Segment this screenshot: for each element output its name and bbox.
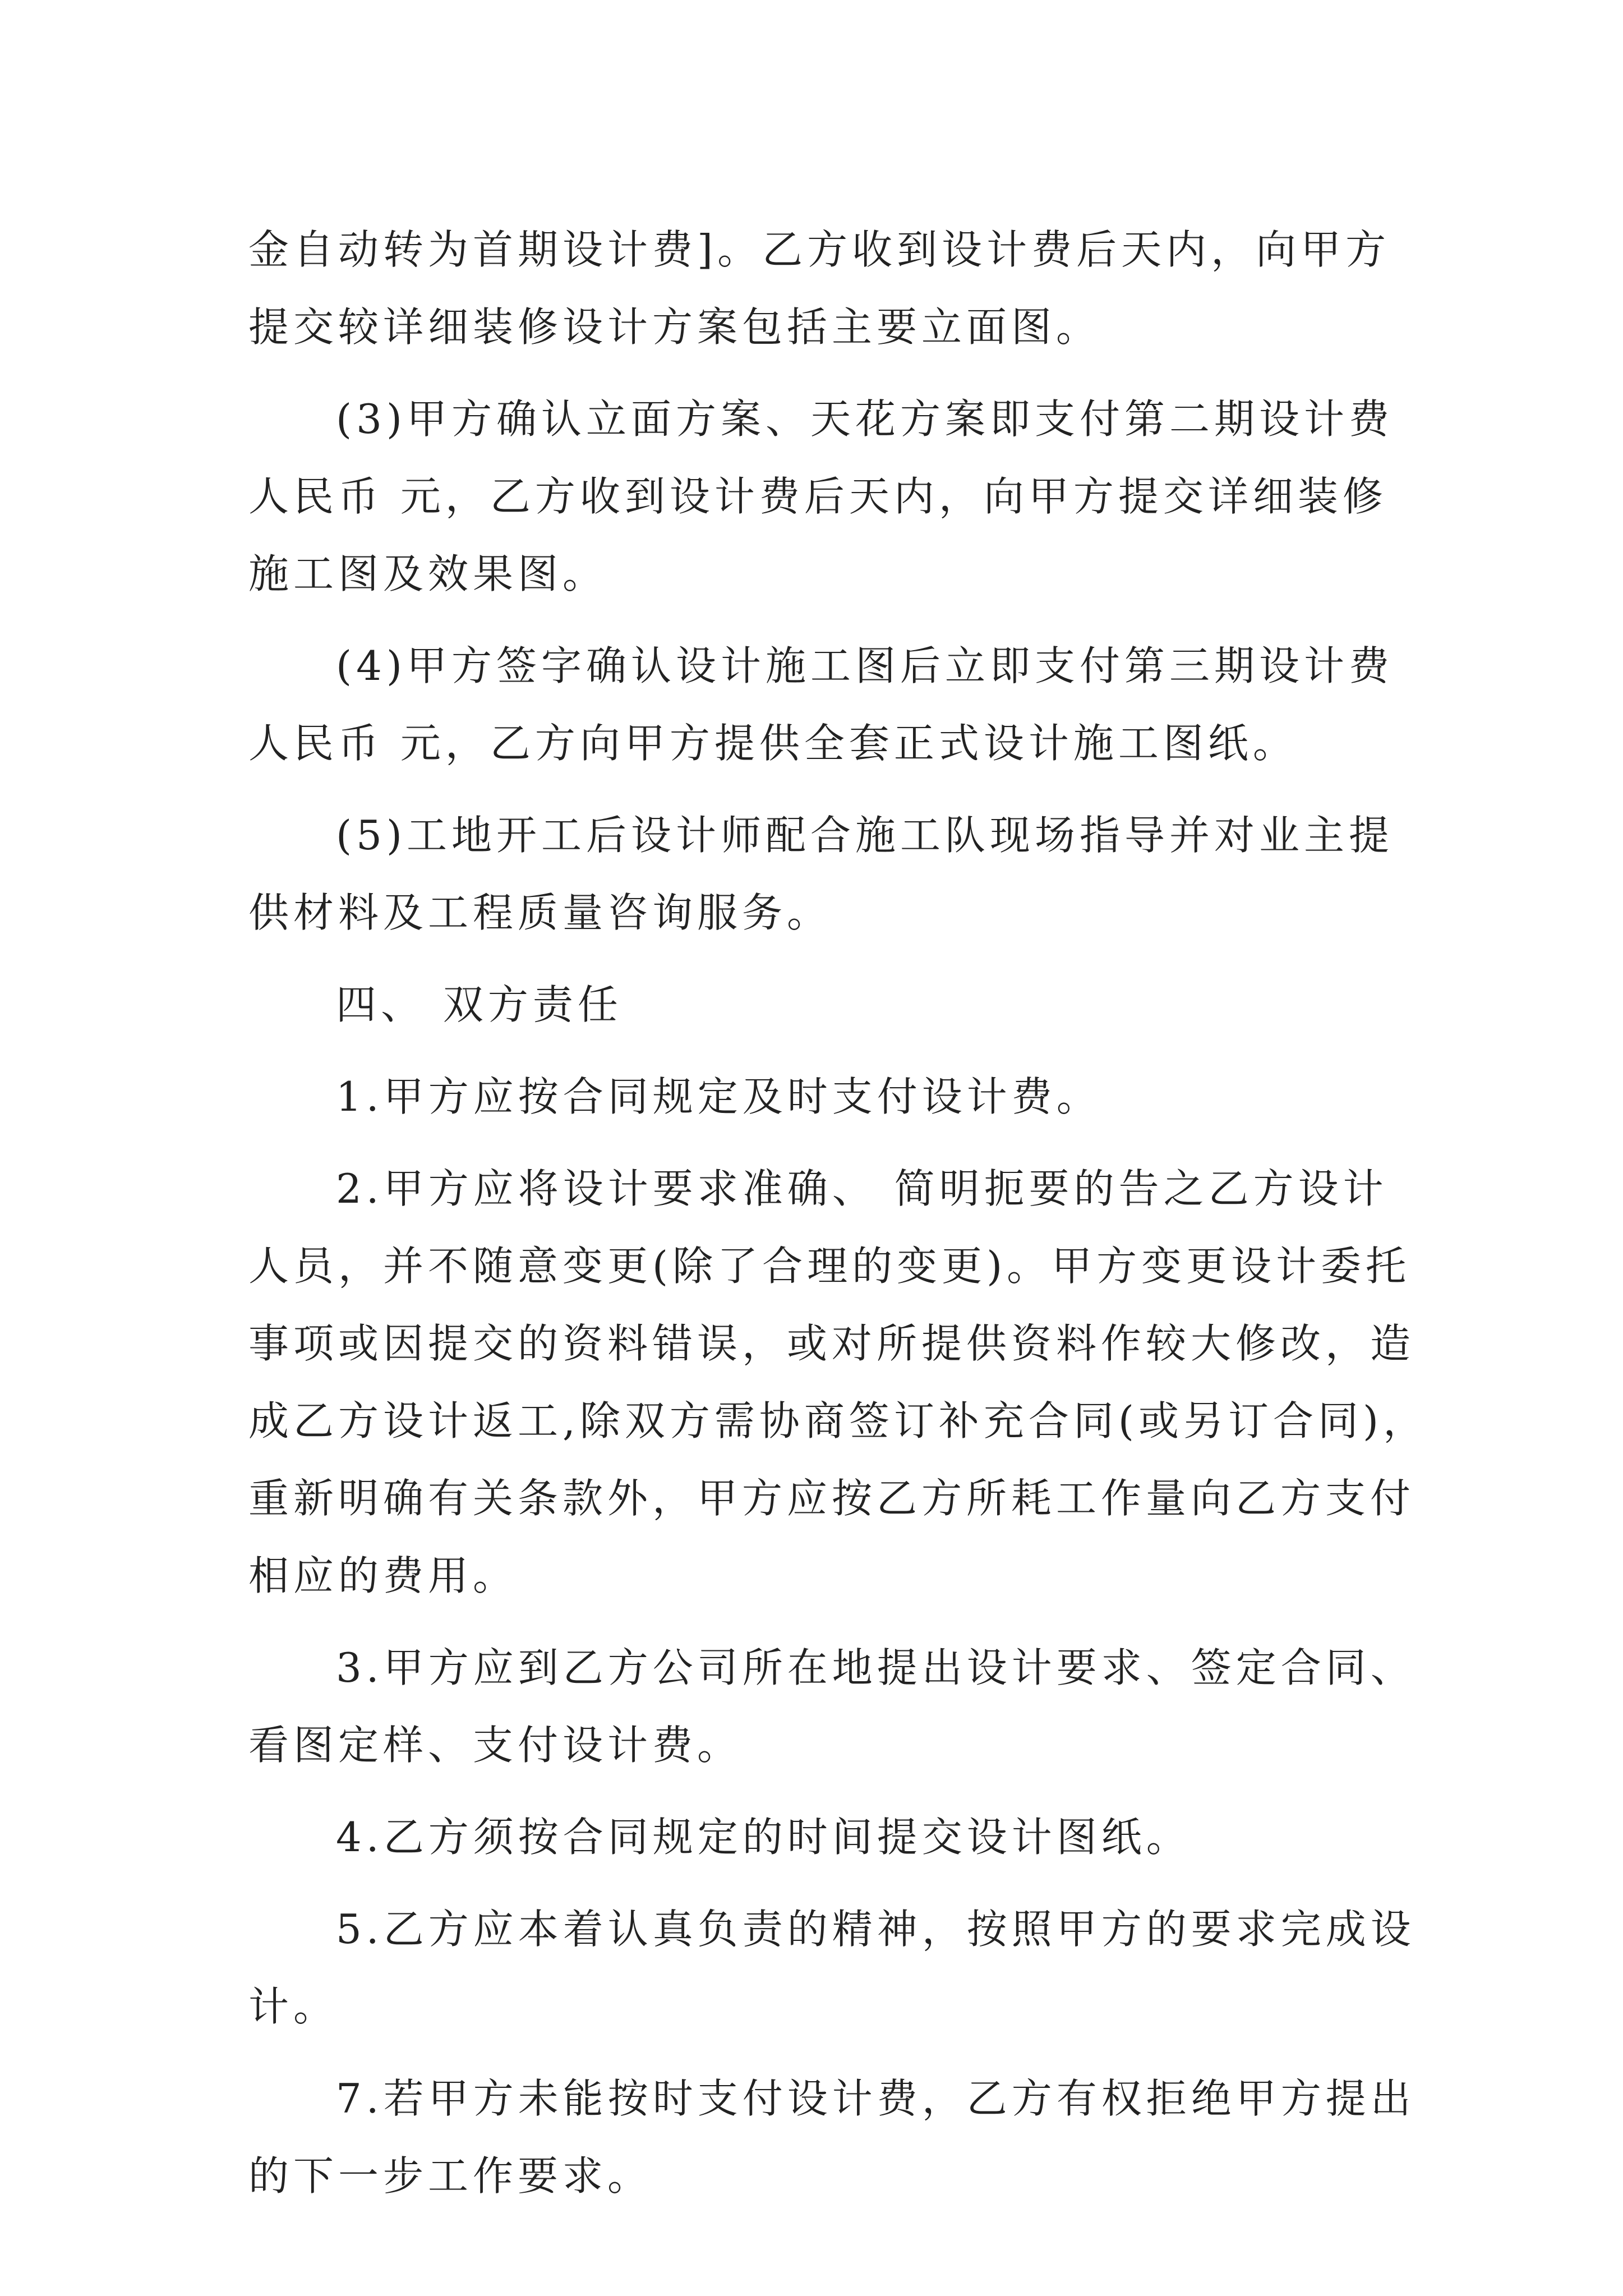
responsibility-item-3: 3.甲方应到乙方公司所在地提出设计要求、签定合同、 xyxy=(336,1644,1415,1691)
text-line: 成乙方设计返工,除双方需协商签订补充合同(或另订合同)， xyxy=(248,1397,1428,1444)
text-line: 人员，并不随意变更(除了合理的变更)。甲方变更设计委托 xyxy=(248,1243,1411,1290)
responsibility-item-4: 4.乙方须按合同规定的时间提交设计图纸。 xyxy=(336,1814,1191,1861)
clause-5-line: (5)工地开工后设计师配合施工队现场指导并对业主提 xyxy=(336,812,1394,859)
text-line: 事项或因提交的资料错误，或对所提供资料作较大修改，造 xyxy=(248,1320,1415,1367)
text-line: 人民币 元，乙方向甲方提供全套正式设计施工图纸。 xyxy=(248,720,1298,767)
text-line: 计。 xyxy=(248,1983,339,2030)
clause-4-line: (4)甲方签字确认设计施工图后立即支付第三期设计费 xyxy=(336,642,1394,689)
responsibility-item-2: 2.甲方应将设计要求准确、 简明扼要的告之乙方设计 xyxy=(336,1165,1388,1212)
clause-3-line: (3)甲方确认立面方案、天花方案即支付第二期设计费 xyxy=(336,395,1394,443)
text-line: 人民币 元，乙方收到设计费后天内，向甲方提交详细装修 xyxy=(248,473,1387,520)
text-line: 看图定样、支付设计费。 xyxy=(248,1722,743,1769)
text-line: 相应的费用。 xyxy=(248,1552,518,1599)
text-line: 提交较详细装修设计方案包括主要立面图。 xyxy=(248,303,1101,351)
section-heading: 四、 双方责任 xyxy=(336,981,623,1028)
text-line: 金自动转为首期设计费]。乙方收到设计费后天内，向甲方 xyxy=(248,226,1391,273)
responsibility-item-7: 7.若甲方未能按时支付设计费，乙方有权拒绝甲方提出 xyxy=(336,2075,1415,2122)
text-line: 的下一步工作要求。 xyxy=(248,2152,653,2200)
responsibility-item-5: 5.乙方应本着认真负责的精神，按照甲方的要求完成设 xyxy=(336,1906,1415,1953)
text-line: 施工图及效果图。 xyxy=(248,550,608,597)
text-line: 供材料及工程质量咨询服务。 xyxy=(248,889,832,936)
responsibility-item-1: 1.甲方应按合同规定及时支付设计费。 xyxy=(336,1073,1101,1120)
text-line: 重新明确有关条款外，甲方应按乙方所耗工作量向乙方支付 xyxy=(248,1475,1415,1522)
document-body xyxy=(248,211,1428,2215)
